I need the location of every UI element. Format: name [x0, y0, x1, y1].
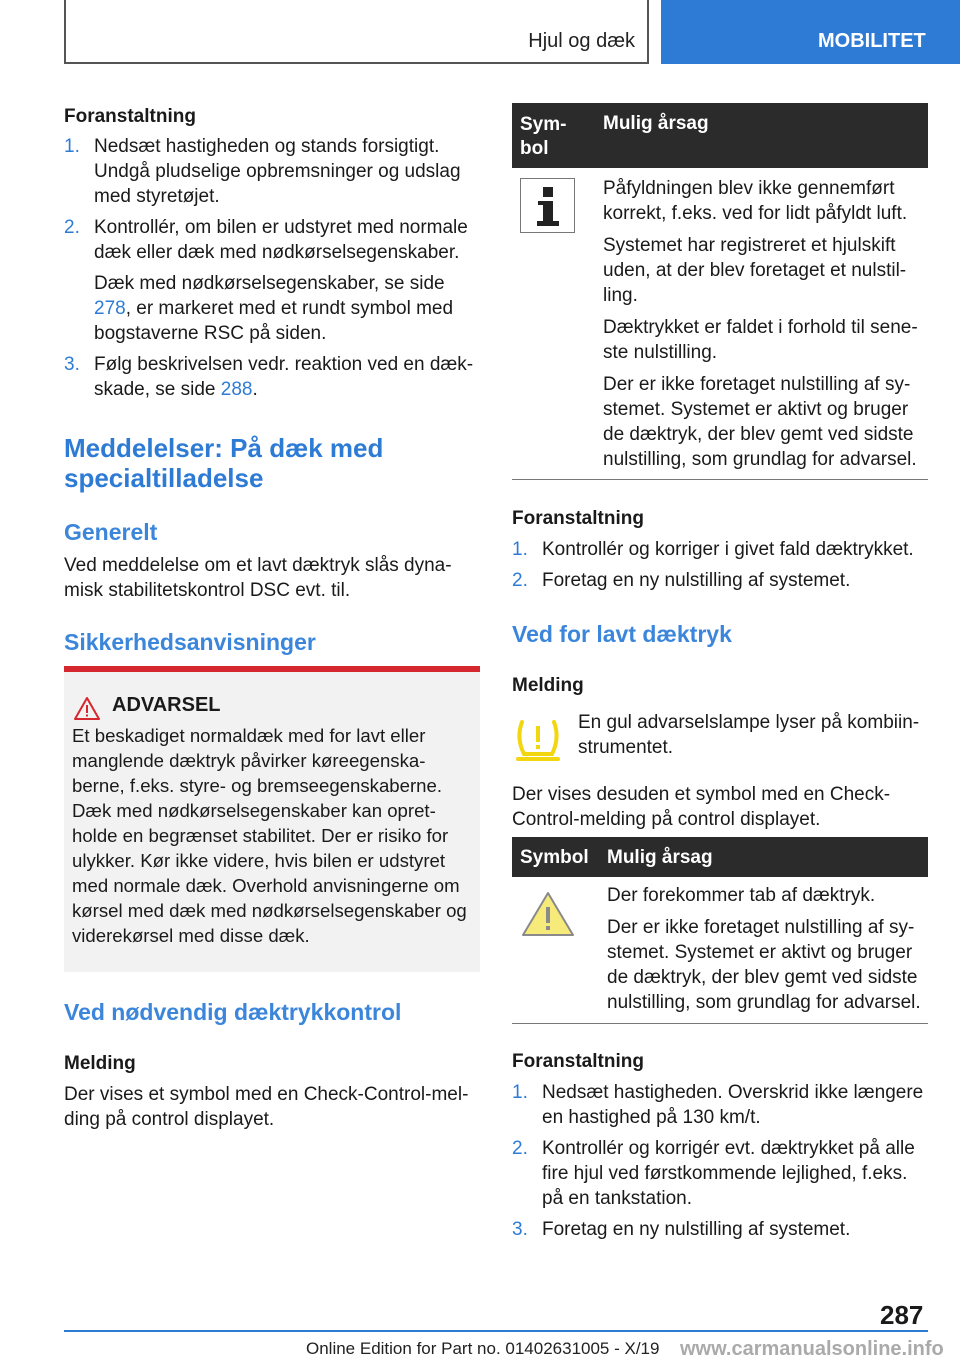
left-measures	[64, 104, 480, 402]
header-section-box	[64, 0, 649, 64]
list-item: 1. Nedsæt hastigheden og stands forsigtigt. Undgå pludselige opbremsninger og udslag med styretøjet.	[64, 136, 461, 207]
tire-pressure-warning-icon	[514, 716, 562, 762]
subsection-general: Generelt	[64, 519, 158, 545]
table-header	[512, 837, 928, 877]
message-text: Der vises et symbol med en Check-Control-mel-ding på control displayet.	[64, 1084, 469, 1130]
table-col-cause: Mulig årsag	[603, 113, 709, 134]
table-rule	[512, 1023, 928, 1024]
measures-title: Foranstaltning	[64, 106, 196, 127]
watermark: www.carmanualsonline.info	[680, 1338, 944, 1360]
subsection-needed-check: Ved nødvendig dæktrykkontrol	[64, 999, 402, 1025]
table-rule	[512, 479, 928, 480]
table-col-symbol: Symbol	[520, 847, 589, 868]
message-label: Melding	[64, 1053, 136, 1074]
header-section-title: Hjul og dæk	[528, 30, 635, 52]
sub-paragraph: Dæk med nødkørselsegenskaber, se side 278, er markeret med et rundt symbol med bogstaverne RSC på siden.	[94, 273, 454, 344]
table-cell-causes: Påfyldningen blev ikke gennemført korrekt, f.eks. ved for lidt påfyldt luft. Systemet har registreret et hjulskift uden, at der blev foretaget et nulstil-ling. Dæktrykket er faldet i forhold til sene-ste nulstilling. Der er ikke foretaget nulstilling af sy-stemet. Systemet er aktivt og bruger de dæktryk, der blev gemt ved sidste nulstilling, som grundlag for advarsel.	[603, 178, 918, 470]
list-item: 2. Foretag en ny nulstilling af systemet.	[512, 570, 851, 591]
table-col-cause: Mulig årsag	[607, 847, 713, 868]
header-chapter-tab[interactable]: MOBILITET	[661, 0, 960, 64]
table-cell-causes: Der forekommer tab af dæktryk. Der er ikke foretaget nulstilling af sy-stemet. Systemet er aktivt og bruger de dæktryk, der blev gemt ved sidste nulstilling, som grundlag for advarsel.	[607, 885, 921, 1013]
list-item: 2. Kontrollér og korrigér evt. dæktrykket på alle fire hjul ved førstkommende lejlighed, f.eks. på en tankstation.	[512, 1138, 915, 1209]
right-measures	[512, 506, 928, 593]
right-measures-3	[512, 1049, 928, 1242]
message-text: En gul advarselslampe lyser på kombiin-strumentet.	[578, 712, 920, 758]
measures-title: Foranstaltning	[512, 508, 644, 529]
list-item: 3. Følg beskrivelsen vedr. reaktion ved en dæk-skade, se side 288.	[64, 354, 474, 400]
list-item: 1. Nedsæt hastigheden. Overskrid ikke længere en hastighed på 130 km/t.	[512, 1082, 924, 1128]
info-icon	[520, 178, 575, 233]
footer-rule	[64, 1330, 928, 1332]
message-text-2: Der vises desuden et symbol med en Check-Control-melding på control displayet.	[512, 784, 891, 830]
measures-title: Foranstaltning	[512, 1051, 644, 1072]
page-number: 287	[880, 1300, 924, 1330]
warning-box	[64, 666, 480, 972]
warning-triangle-icon	[74, 697, 100, 720]
edition-text: Online Edition for Part no. 01402631005 - X/19	[306, 1339, 660, 1358]
message-label: Melding	[512, 675, 584, 696]
warning-triangle-icon	[520, 890, 576, 938]
subsection-low-pressure: Ved for lavt dæktryk	[512, 621, 732, 647]
page-link-278[interactable]: 278	[94, 298, 126, 319]
subsection-safety: Sikkerhedsanvisninger	[64, 629, 316, 655]
list-item: 1. Kontrollér og korriger i givet fald dæktrykket.	[512, 539, 914, 560]
list-item: 3. Foretag en ny nulstilling af systemet.	[512, 1219, 851, 1240]
warning-title: ADVARSEL	[112, 694, 221, 716]
page-link-288[interactable]: 288	[220, 379, 253, 400]
section-heading: Meddelelser: På dæk med specialtilladelse	[64, 433, 384, 493]
list-item: 2. Kontrollér, om bilen er udstyret med normale dæk eller dæk med nødkørselsegenskaber.	[64, 217, 468, 263]
table-header	[512, 103, 928, 168]
warning-text: Et beskadiget normaldæk med for lavt eller manglende dæktryk påvirker køreegenska-berne, f.eks. styre- og bremseegenskaberne. Dæk med nødkørselsegenskaber kan opret-holde en begrænset stabilitet. Der er risiko for ulykker. Kør ikke videre, hvis bilen er udstyret med normale dæk. Overhold anvisningerne om kørsel med dæk med nødkørselsegenskaber og viderekørsel med disse dæk.	[72, 725, 467, 946]
general-text: Ved meddelelse om et lavt dæktryk slås dyna-misk stabilitetskontrol DSC evt. til.	[64, 555, 452, 601]
table-col-symbol: Sym-bol	[520, 114, 567, 159]
